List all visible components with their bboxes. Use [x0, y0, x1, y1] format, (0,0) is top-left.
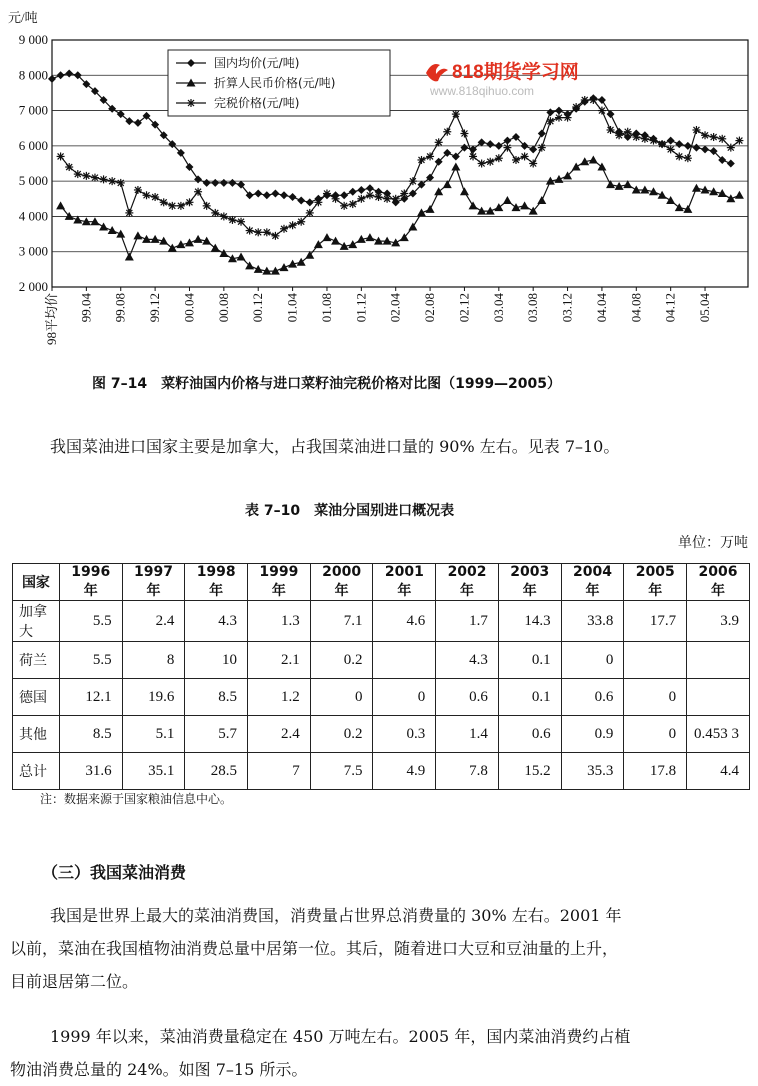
paragraph-2005	[10, 1020, 752, 1086]
data-point	[237, 253, 246, 261]
data-point	[537, 196, 546, 204]
row-label: 加拿大	[13, 601, 60, 642]
data-point	[426, 205, 435, 213]
table-cell: 8.5	[185, 679, 248, 716]
data-point	[289, 221, 297, 229]
data-point	[125, 253, 134, 261]
data-point	[48, 75, 56, 83]
row-label: 其他	[13, 716, 60, 753]
data-point	[194, 188, 202, 196]
data-point	[366, 184, 374, 192]
data-point	[125, 209, 133, 217]
y-tick-label: 7 000	[18, 102, 48, 118]
data-point	[692, 144, 700, 152]
data-point	[74, 170, 82, 178]
price-comparison-chart	[0, 0, 758, 370]
section-heading: （三）我国菜油消费	[42, 863, 187, 882]
data-point	[332, 195, 340, 203]
table-cell	[624, 642, 687, 679]
paragraph-consumption	[10, 899, 752, 998]
data-point	[417, 208, 426, 216]
data-point	[451, 163, 460, 171]
paragraph-canada: 我国菜油进口国家主要是加拿大，占我国菜油进口量的 90% 左右。见表 7–10。	[50, 437, 620, 456]
row-label: 总计	[13, 753, 60, 790]
table-cell: 15.2	[498, 753, 561, 790]
data-point	[211, 179, 219, 187]
data-point	[151, 193, 159, 201]
table-title: 表 7–10 菜油分国别进口概况表	[245, 503, 455, 519]
paragraph-line: 物油消费总量的 24%。如图 7–15 所示。	[10, 1060, 308, 1079]
data-point	[400, 189, 408, 197]
x-tick-label: 00.08	[215, 293, 231, 323]
x-tick-label: 01.08	[318, 293, 334, 323]
data-point	[383, 195, 391, 203]
data-point	[160, 198, 168, 206]
x-tick-label: 03.12	[559, 293, 575, 323]
data-point	[100, 175, 108, 183]
data-point	[726, 194, 735, 202]
series-line	[61, 160, 740, 271]
data-point	[263, 191, 271, 199]
watermark-logo	[426, 64, 448, 81]
data-point	[572, 163, 581, 171]
data-point	[375, 193, 383, 201]
table-cell: 4.6	[373, 601, 436, 642]
data-point	[735, 137, 743, 145]
table-cell: 1.7	[436, 601, 499, 642]
data-point	[460, 130, 468, 138]
data-point	[280, 225, 288, 233]
data-point	[666, 196, 675, 204]
y-tick-label: 4 000	[18, 208, 48, 224]
x-axis-ticks	[44, 287, 712, 345]
x-tick-label: 05.04	[697, 293, 713, 323]
table-row	[13, 642, 750, 679]
data-point	[82, 172, 90, 180]
y-axis-ticks	[19, 32, 48, 294]
x-tick-label: 03.04	[490, 293, 506, 323]
table-cell: 5.7	[185, 716, 248, 753]
data-point	[417, 156, 425, 164]
data-point	[641, 135, 649, 143]
data-point	[289, 193, 297, 201]
data-point	[735, 191, 744, 199]
table-cell: 0	[624, 679, 687, 716]
data-point	[452, 110, 460, 118]
data-point	[701, 145, 709, 153]
legend-label: 国内均价(元/吨)	[214, 56, 300, 70]
table-cell: 1.2	[248, 679, 311, 716]
data-point	[538, 144, 546, 152]
data-point	[203, 179, 211, 187]
y-axis-label: 元/吨	[8, 10, 38, 25]
data-point	[134, 186, 142, 194]
data-point	[589, 96, 597, 104]
data-point	[322, 233, 331, 241]
y-tick-label: 5 000	[18, 173, 48, 189]
table-cell: 3.9	[687, 601, 750, 642]
table-cell: 2.4	[248, 716, 311, 753]
table-row	[13, 601, 750, 642]
table-cell: 5.5	[59, 642, 122, 679]
data-point	[520, 201, 529, 209]
chart-gridlines	[52, 40, 748, 287]
x-tick-label: 02.08	[422, 293, 438, 323]
table-cell	[687, 679, 750, 716]
data-point	[65, 70, 73, 78]
table-cell: 35.3	[561, 753, 624, 790]
table-cell: 35.1	[122, 753, 185, 790]
data-point	[675, 152, 683, 160]
table-cell: 0.6	[561, 679, 624, 716]
y-tick-label: 9 000	[18, 32, 48, 47]
data-point	[667, 145, 675, 153]
data-point	[297, 197, 305, 205]
data-point	[409, 177, 417, 185]
data-point	[529, 145, 537, 153]
data-point	[607, 126, 615, 134]
data-point	[624, 128, 632, 136]
data-point	[408, 223, 417, 231]
table-cell: 0.3	[373, 716, 436, 753]
y-tick-label: 2 000	[18, 279, 48, 294]
data-point	[203, 202, 211, 210]
data-point	[254, 265, 263, 273]
table-cell: 28.5	[185, 753, 248, 790]
table-row	[13, 716, 750, 753]
data-point	[589, 155, 598, 163]
table-cell: 0	[310, 679, 373, 716]
table-cell: 8.5	[59, 716, 122, 753]
data-point	[366, 191, 374, 199]
header-year: 2005 年	[624, 564, 687, 601]
x-tick-label: 04.12	[662, 293, 678, 323]
data-point	[495, 142, 503, 150]
header-year: 1999 年	[248, 564, 311, 601]
data-point	[598, 107, 606, 115]
table-cell: 5.1	[122, 716, 185, 753]
data-point	[133, 231, 142, 239]
data-point	[177, 202, 185, 210]
table-row	[13, 679, 750, 716]
table-unit: 单位：万吨	[678, 535, 748, 551]
data-point	[331, 237, 340, 245]
table-cell: 2.4	[122, 601, 185, 642]
data-point	[340, 191, 348, 199]
data-point	[598, 96, 606, 104]
data-point	[710, 133, 718, 141]
x-tick-label: 01.12	[353, 293, 369, 323]
data-point	[365, 233, 374, 241]
y-tick-label: 8 000	[18, 67, 48, 83]
data-point	[392, 195, 400, 203]
data-point	[228, 216, 236, 224]
data-point	[469, 152, 477, 160]
series-diamond	[48, 70, 735, 207]
data-point	[486, 158, 494, 166]
x-tick-label: 02.04	[387, 293, 403, 323]
data-point	[99, 223, 108, 231]
table-cell: 17.7	[624, 601, 687, 642]
y-tick-label: 6 000	[18, 137, 48, 153]
paragraph-line: 1999 年以来，菜油消费量稳定在 450 万吨左右。2005 年，国内菜油消费约占植	[50, 1027, 631, 1046]
series-line	[61, 100, 740, 236]
table-cell: 0.1	[498, 679, 561, 716]
row-label: 荷兰	[13, 642, 60, 679]
table-cell: 2.1	[248, 642, 311, 679]
legend-label: 完税价格(元/吨)	[214, 96, 300, 110]
data-point	[718, 135, 726, 143]
data-point	[185, 198, 193, 206]
x-tick-label: 00.12	[250, 293, 266, 323]
data-point	[572, 103, 580, 111]
x-tick-label: 98平均价	[44, 293, 59, 346]
table-cell: 19.6	[122, 679, 185, 716]
table-cell: 4.3	[436, 642, 499, 679]
header-year: 2002 年	[436, 564, 499, 601]
legend-marker	[187, 99, 195, 107]
table-cell: 8	[122, 642, 185, 679]
header-year: 2006 年	[687, 564, 750, 601]
data-point	[116, 230, 125, 238]
data-point	[521, 152, 529, 160]
data-point	[219, 249, 228, 257]
data-point	[323, 189, 331, 197]
watermark-url: www.818qihuo.com	[430, 84, 535, 98]
data-point	[727, 144, 735, 152]
data-point	[314, 198, 322, 206]
data-point	[658, 140, 666, 148]
data-point	[538, 130, 546, 138]
table-cell: 0.6	[436, 679, 499, 716]
data-point	[529, 160, 537, 168]
data-point	[495, 154, 503, 162]
table-cell: 12.1	[59, 679, 122, 716]
data-point	[297, 218, 305, 226]
table-cell: 0.453 3	[687, 716, 750, 753]
data-point	[185, 238, 194, 246]
table-cell: 0.6	[498, 716, 561, 753]
data-point	[555, 107, 563, 115]
y-tick-label: 3 000	[18, 243, 48, 259]
data-point	[220, 179, 228, 187]
table-cell: 14.3	[498, 601, 561, 642]
data-point	[667, 137, 675, 145]
table-cell: 31.6	[59, 753, 122, 790]
data-point	[108, 226, 117, 234]
data-point	[117, 179, 125, 187]
data-point	[607, 110, 615, 118]
header-year: 1997 年	[122, 564, 185, 601]
data-point	[91, 174, 99, 182]
import-table	[12, 563, 750, 790]
header-year: 1998 年	[185, 564, 248, 601]
table-cell: 4.3	[185, 601, 248, 642]
data-point	[692, 126, 700, 134]
table-cell: 0	[373, 679, 436, 716]
series-triangle	[56, 155, 744, 274]
data-point	[168, 202, 176, 210]
table-cell: 17.8	[624, 753, 687, 790]
data-point	[57, 71, 65, 79]
figure-caption: 图 7–14 菜籽油国内价格与进口菜籽油完税价格对比图（1999—2005）	[92, 376, 562, 392]
legend-label: 折算人民币价格(元/吨)	[214, 76, 336, 90]
table-cell: 4.9	[373, 753, 436, 790]
data-point	[306, 209, 314, 217]
data-point	[701, 131, 709, 139]
table-cell: 1.3	[248, 601, 311, 642]
header-year: 1996 年	[59, 564, 122, 601]
data-point	[56, 201, 65, 209]
data-point	[684, 154, 692, 162]
x-tick-label: 99.04	[78, 293, 94, 323]
data-point	[65, 163, 73, 171]
data-point	[503, 144, 511, 152]
data-point	[460, 187, 469, 195]
paragraph-line: 以前，菜油在我国植物油消费总量中居第一位。其后，随着进口大豆和豆油量的上升，	[10, 939, 619, 958]
table-cell: 0	[624, 716, 687, 753]
x-tick-label: 00.04	[181, 293, 197, 323]
data-point	[435, 138, 443, 146]
table-header-row	[13, 564, 750, 601]
watermark-brand: 818期货学习网	[452, 62, 579, 83]
data-point	[555, 114, 563, 122]
data-point	[194, 235, 203, 243]
data-point	[349, 188, 357, 196]
data-point	[237, 218, 245, 226]
data-point	[340, 202, 348, 210]
table-row	[13, 753, 750, 790]
table-note: 注：数据来源于国家粮油信息中心。	[40, 792, 233, 806]
data-point	[108, 177, 116, 185]
watermark	[426, 60, 579, 98]
paragraph-line: 我国是世界上最大的菜油消费国，消费量占世界总消费量的 30% 左右。2001 年	[50, 906, 622, 925]
data-point	[649, 137, 657, 145]
table-cell: 4.4	[687, 753, 750, 790]
data-point	[486, 140, 494, 148]
table-cell: 33.8	[561, 601, 624, 642]
data-point	[349, 200, 357, 208]
data-point	[271, 232, 279, 240]
data-point	[348, 240, 357, 248]
data-point	[469, 201, 478, 209]
data-point	[658, 191, 667, 199]
data-point	[675, 140, 683, 148]
table-cell: 5.5	[59, 601, 122, 642]
series-layer	[48, 70, 744, 275]
data-point	[254, 228, 262, 236]
table-cell	[687, 642, 750, 679]
x-tick-label: 04.08	[628, 293, 644, 323]
data-point	[357, 186, 365, 194]
table-cell: 7.8	[436, 753, 499, 790]
data-point	[692, 184, 701, 192]
series-star	[57, 96, 744, 240]
table-cell: 0.1	[498, 642, 561, 679]
data-point	[280, 263, 289, 271]
data-point	[727, 160, 735, 168]
data-point	[546, 117, 554, 125]
header-year: 2001 年	[373, 564, 436, 601]
data-point	[211, 209, 219, 217]
table-cell: 7	[248, 753, 311, 790]
data-point	[357, 195, 365, 203]
x-tick-label: 01.04	[284, 293, 300, 323]
data-point	[443, 128, 451, 136]
data-point	[246, 227, 254, 235]
data-point	[512, 156, 520, 164]
header-year: 2000 年	[310, 564, 373, 601]
data-point	[306, 198, 314, 206]
table-cell: 0.2	[310, 642, 373, 679]
data-point	[228, 179, 236, 187]
data-point	[263, 228, 271, 236]
table-cell: 7.5	[310, 753, 373, 790]
header-country: 国家	[13, 564, 60, 601]
data-point	[220, 212, 228, 220]
x-tick-label: 03.08	[525, 293, 541, 323]
table-cell: 7.1	[310, 601, 373, 642]
data-point	[426, 152, 434, 160]
data-point	[546, 108, 554, 116]
x-tick-label: 99.12	[147, 293, 163, 323]
table-cell: 1.4	[436, 716, 499, 753]
paragraph-line: 目前退居第二位。	[10, 972, 139, 991]
data-point	[581, 96, 589, 104]
header-year: 2004 年	[561, 564, 624, 601]
table-cell: 0	[561, 642, 624, 679]
row-label: 德国	[13, 679, 60, 716]
data-point	[632, 133, 640, 141]
data-point	[478, 160, 486, 168]
data-point	[57, 152, 65, 160]
data-point	[564, 114, 572, 122]
data-point	[503, 137, 511, 145]
data-point	[143, 191, 151, 199]
x-tick-label: 99.08	[112, 293, 128, 323]
data-point	[554, 175, 563, 183]
header-year: 2003 年	[498, 564, 561, 601]
x-tick-label: 04.04	[593, 293, 609, 323]
data-point	[254, 189, 262, 197]
chart-legend	[168, 50, 390, 116]
table-cell: 0.9	[561, 716, 624, 753]
data-point	[280, 191, 288, 199]
data-point	[194, 175, 202, 183]
plot-frame	[52, 40, 748, 287]
data-point	[615, 131, 623, 139]
data-point	[271, 189, 279, 197]
table-cell	[373, 642, 436, 679]
table-cell: 10	[185, 642, 248, 679]
x-tick-label: 02.12	[456, 293, 472, 323]
table-cell: 0.2	[310, 716, 373, 753]
data-point	[185, 163, 193, 171]
data-point	[503, 196, 512, 204]
